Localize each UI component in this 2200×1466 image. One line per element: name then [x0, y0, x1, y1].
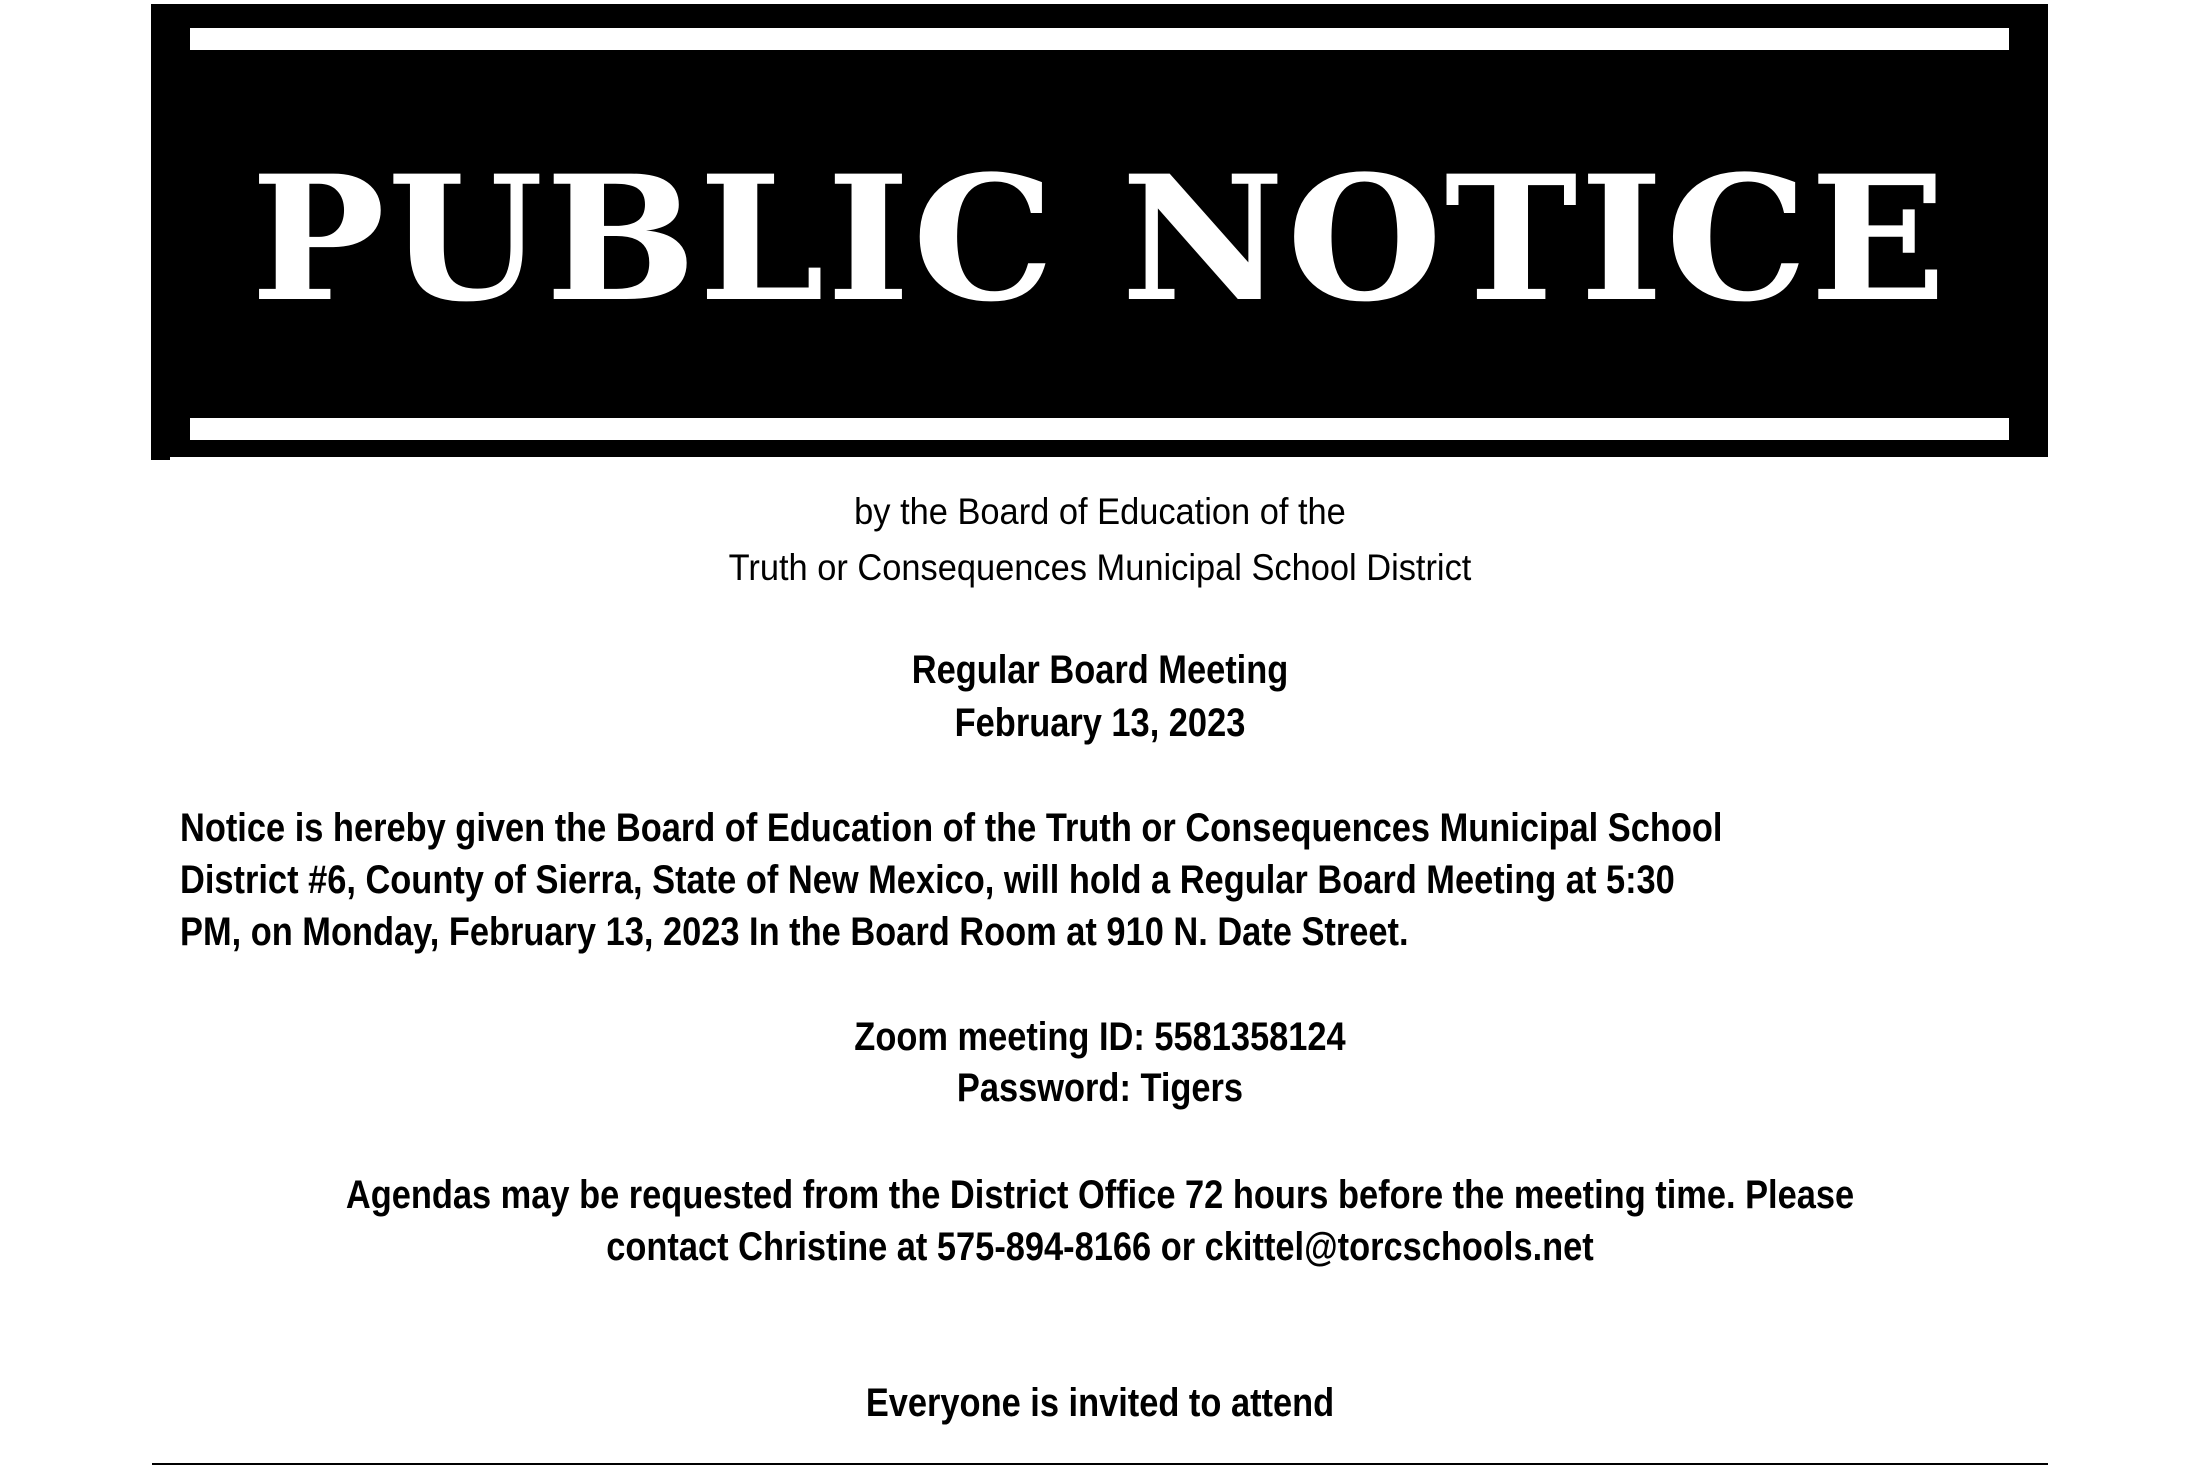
issuer-line-1: by the Board of Education of the [854, 491, 1346, 532]
bottom-divider [152, 1463, 2048, 1465]
meeting-type: Regular Board Meeting [911, 648, 1289, 692]
agendas-line-1: Agendas may be requested from the District Office 72 hours before the meeting time. Please [345, 1173, 1855, 1217]
notice-line-3: PM, on Monday, February 13, 2023 In the Board Room at 910 N. Date Street. [180, 910, 1409, 954]
notice-line-1: Notice is hereby given the Board of Education of the Truth or Consequences Municipal School [180, 806, 1723, 850]
invitation-text: Everyone is invited to attend [865, 1381, 1335, 1425]
notice-line-2: District #6, County of Sierra, State of New Mexico, will hold a Regular Board Meeting at 5:30 [180, 858, 1675, 902]
banner-notch [151, 455, 170, 460]
agendas-line-2: contact Christine at 575-894-8166 or ckittel@torcschools.net [606, 1225, 1594, 1269]
banner-bottom-bar [190, 418, 2009, 440]
meeting-date: February 13, 2023 [954, 701, 1246, 745]
banner-top-bar [190, 28, 2009, 50]
issuer-line-2: Truth or Consequences Municipal School District [728, 547, 1472, 588]
public-notice-banner [151, 4, 2048, 457]
banner-title: PUBLIC NOTICE [250, 137, 1949, 340]
zoom-meeting-id: Zoom meeting ID: 5581358124 [854, 1015, 1346, 1059]
zoom-password: Password: Tigers [956, 1066, 1244, 1110]
